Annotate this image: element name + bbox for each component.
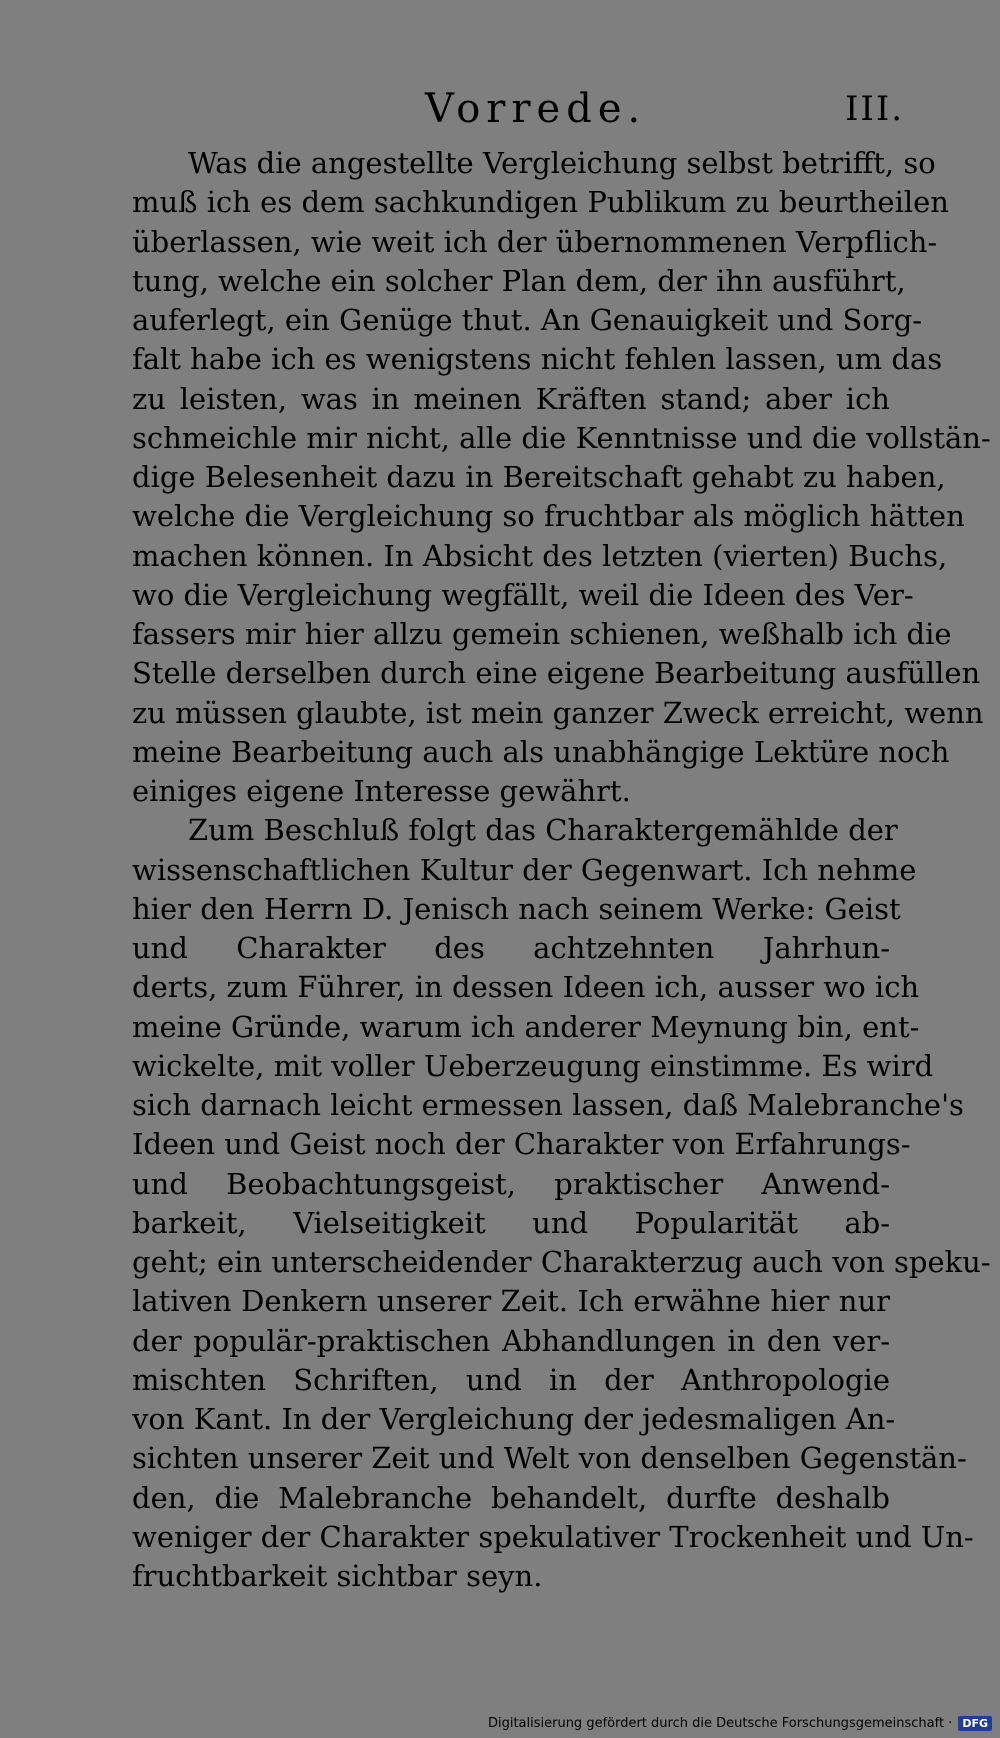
digitization-credit — [488, 1712, 992, 1734]
text-line: Zum Beschluß folgt das Charaktergemählde der — [188, 813, 898, 848]
text-line: dige Belesenheit dazu in Bereitschaft gehabt zu haben, — [132, 460, 946, 494]
text-line: einiges eigene Interesse gewährt. — [132, 774, 631, 808]
text-line: zu müssen glaubte, ist mein ganzer Zweck erreicht, wenn — [132, 695, 984, 730]
text-line: überlassen, wie weit ich der übernommenen Verpflich- — [132, 224, 938, 259]
paragraph-2 — [132, 811, 991, 1596]
text-line: und Beobachtungsgeist, praktischer Anwend- — [132, 1166, 890, 1201]
text-line: schmeichle mir nicht, alle die Kenntnisse und die vollstän- — [132, 420, 991, 455]
text-line: tung, welche ein solcher Plan dem, der ihn ausführt, — [132, 263, 906, 298]
page-number: III. — [845, 89, 905, 129]
credit-text: Digitalisierung gefördert durch die Deutsche Forschungsgemeinschaft · — [487, 1715, 953, 1731]
text-line: mischten Schriften, und in der Anthropologie — [132, 1362, 890, 1397]
text-line: Was die angestellte Vergleichung selbst betrifft, so — [188, 146, 936, 180]
body-text — [132, 144, 991, 1596]
text-line: machen können. In Absicht des letzten (vierten) Buchs, — [132, 538, 948, 573]
text-line: hier den Herrn D. Jenisch nach seinem Werke: Geist — [132, 891, 901, 926]
text-line: falt habe ich es wenigstens nicht fehlen lassen, um das — [132, 342, 943, 377]
text-line: wissenschaftlichen Kultur der Gegenwart. Ich nehme — [132, 852, 917, 887]
text-line: barkeit, Vielseitigkeit und Popularität ab- — [132, 1205, 890, 1240]
text-line: weniger der Charakter spekulativer Trockenheit und Un- — [132, 1519, 974, 1554]
text-line: muß ich es dem sachkundigen Publikum zu beurtheilen — [132, 185, 949, 220]
dfg-logo: DFG — [958, 1716, 992, 1731]
text-line: den, die Malebranche behandelt, durfte deshalb — [132, 1480, 890, 1515]
text-line: Ideen und Geist noch der Charakter von Erfahrungs- — [132, 1127, 911, 1162]
text-line: der populär-praktischen Abhandlungen in den ver- — [132, 1323, 890, 1358]
text-line: auferlegt, ein Genüge thut. An Genauigkeit und Sorg- — [132, 303, 923, 337]
text-line: meine Gründe, warum ich anderer Meynung bin, ent- — [132, 1009, 920, 1044]
text-line: lativen Denkern unserer Zeit. Ich erwähne hier nur — [132, 1284, 890, 1319]
running-title: Vorrede. — [425, 86, 647, 132]
text-line: geht; ein unterscheidender Charakterzug auch von speku- — [132, 1245, 991, 1279]
text-line: von Kant. In der Vergleichung der jedesmaligen An- — [132, 1402, 896, 1436]
text-line: und Charakter des achtzehnten Jahrhun- — [132, 931, 890, 965]
text-line: Stelle derselben durch eine eigene Bearbeitung ausfüllen — [132, 656, 981, 691]
text-line: derts, zum Führer, in dessen Ideen ich, ausser wo ich — [132, 970, 920, 1005]
text-line: welche die Vergleichung so fruchtbar als möglich hätten — [132, 499, 965, 534]
text-line: fruchtbarkeit sichtbar seyn. — [132, 1559, 543, 1593]
running-head — [0, 84, 1000, 134]
text-line: fassers mir hier allzu gemein schienen, weßhalb ich die — [132, 617, 952, 651]
text-line: wickelte, mit voller Ueberzeugung einstimme. Es wird — [132, 1048, 934, 1083]
text-line: wo die Vergleichung wegfällt, weil die Ideen des Ver- — [132, 577, 914, 612]
text-line: meine Bearbeitung auch als unabhängige Lektüre noch — [132, 734, 950, 769]
text-line: sich darnach leicht ermessen lassen, daß Malebranche's — [132, 1088, 964, 1122]
text-line: sichten unserer Zeit und Welt von denselben Gegenstän- — [132, 1441, 967, 1476]
text-line: zu leisten, was in meinen Kräften stand; aber ich — [132, 381, 890, 416]
paragraph-1 — [132, 144, 991, 811]
